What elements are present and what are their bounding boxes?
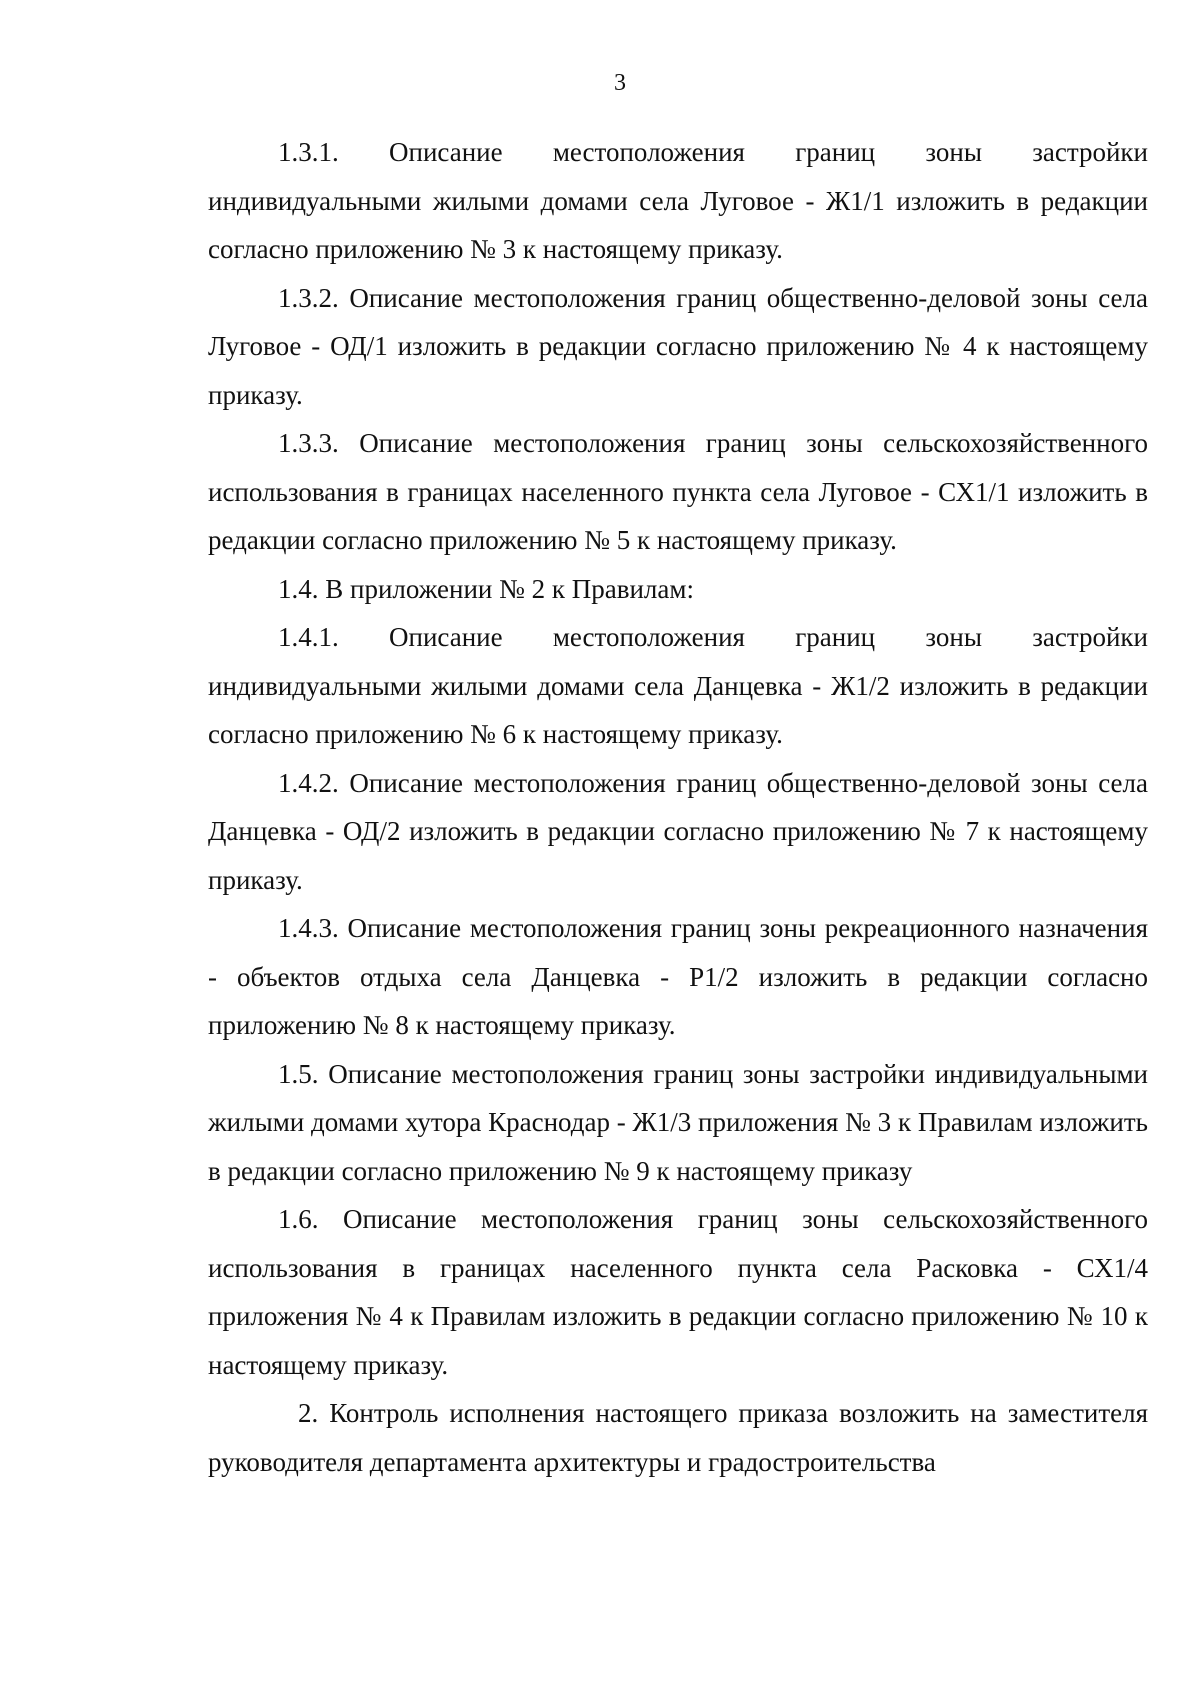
page-number: 3 [614, 70, 626, 96]
paragraph-1-3-1: 1.3.1. Описание местоположения границ зоны застройки индивидуальными жилыми домами села Луговое - Ж1/1 изложить в редакции согласно приложению № 3 к настоящему приказу. [208, 137, 1148, 264]
paragraph-1-4: 1.4. В приложении № 2 к Правилам: [278, 573, 694, 604]
document-body [208, 128, 1148, 1486]
paragraph-1-3-2: 1.3.2. Описание местоположения границ общественно-деловой зоны села Луговое - ОД/1 изложить в редакции согласно приложению № 4 к настоящему приказу. [208, 282, 1148, 410]
paragraph-1-4-1: 1.4.1. Описание местоположения границ зоны застройки индивидуальными жилыми домами села Данцевка - Ж1/2 изложить в редакции согласно приложению № 6 к настоящему приказу. [208, 622, 1148, 749]
paragraph-1-5: 1.5. Описание местоположения границ зоны застройки индивидуальными жилыми домами хутора Краснодар - Ж1/3 приложения № 3 к Правилам изложить в редакции согласно приложению № 9 к настоящему приказу [208, 1058, 1148, 1186]
paragraph-1-3-3: 1.3.3. Описание местоположения границ зоны сельскохозяйственного использования в границах населенного пункта села Луговое - СХ1/1 изложить в редакции согласно приложению № 5 к настоящему приказу. [208, 428, 1148, 555]
paragraph-1-4-3: 1.4.3. Описание местоположения границ зоны рекреационного назначения - объектов отдыха села Данцевка - Р1/2 изложить в редакции согласно приложению № 8 к настоящему приказу. [208, 913, 1148, 1040]
paragraph-1-4-2: 1.4.2. Описание местоположения границ общественно-деловой зоны села Данцевка - ОД/2 изложить в редакции согласно приложению № 7 к настоящему приказу. [208, 767, 1148, 895]
paragraph-2: 2. Контроль исполнения настоящего приказа возложить на заместителя руководителя департамента архитектуры и градостроительства [208, 1398, 1148, 1477]
paragraph-1-6: 1.6. Описание местоположения границ зоны сельскохозяйственного использования в границах населенного пункта села Расковка - СХ1/4 приложения № 4 к Правилам изложить в редакции согласно приложению № 10 к настоящему приказу. [208, 1204, 1148, 1380]
